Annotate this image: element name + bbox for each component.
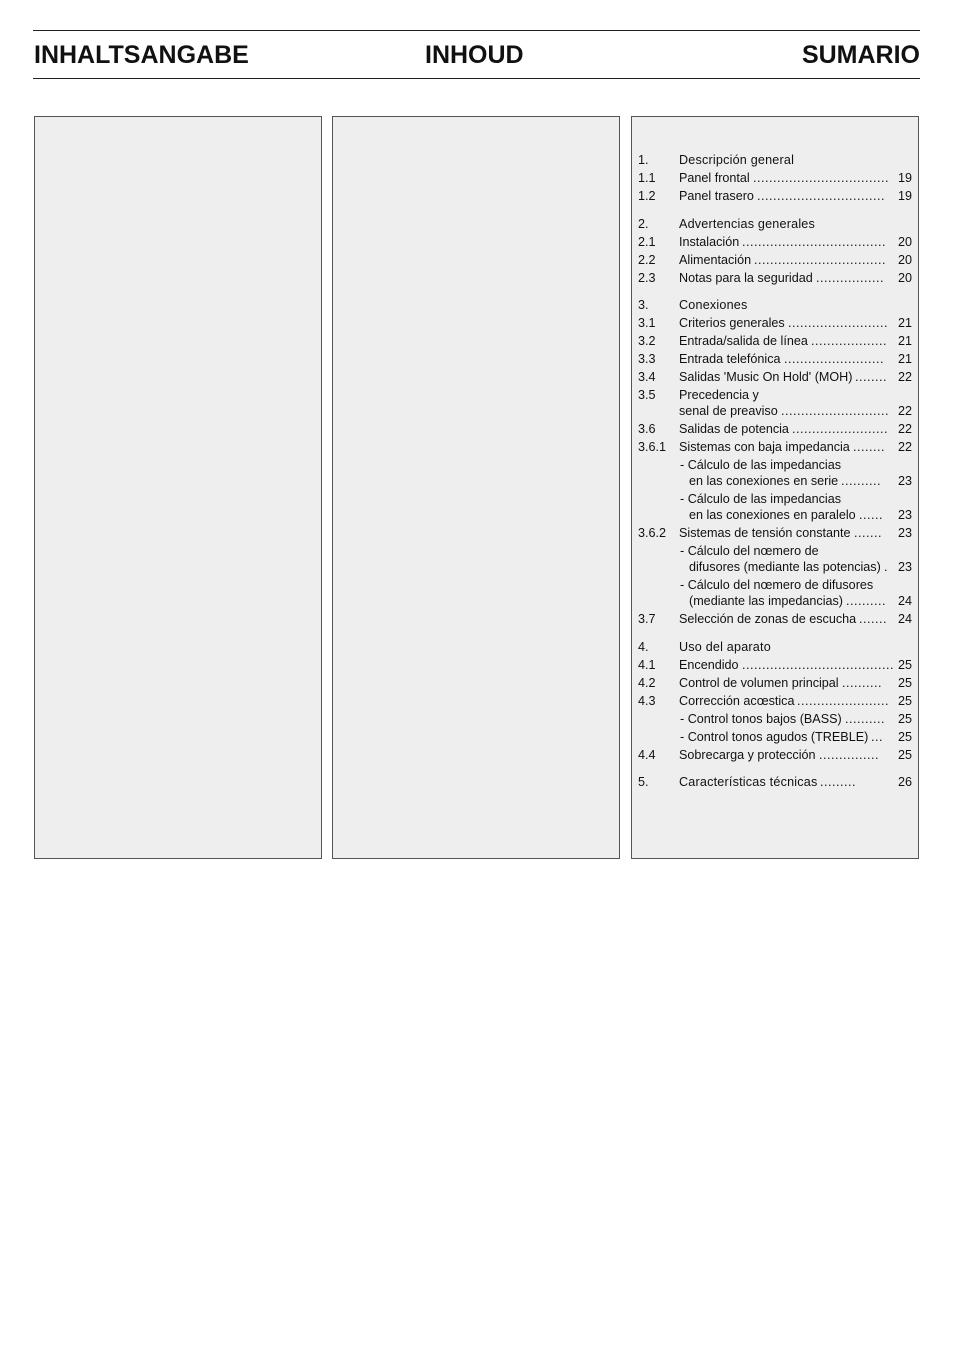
leader-dots: ......... bbox=[820, 775, 856, 789]
leader-dots: ...................................... bbox=[742, 657, 894, 672]
page-number: 25 bbox=[897, 693, 912, 708]
toc-section-heading bbox=[638, 296, 914, 314]
leader-dots: ......................... bbox=[784, 352, 884, 366]
page-number: 21 bbox=[897, 352, 912, 366]
toc-entry bbox=[638, 314, 914, 332]
section-number: 2. bbox=[638, 216, 649, 231]
section-number: 3. bbox=[638, 298, 649, 312]
toc-entry bbox=[638, 350, 914, 368]
toc-entry bbox=[638, 386, 914, 420]
entry-number: 3.7 bbox=[638, 612, 656, 626]
entry-number: 4.4 bbox=[638, 747, 656, 762]
toc-entry bbox=[638, 746, 914, 764]
entry-number: 2.3 bbox=[638, 270, 656, 285]
entry-title-continued: en las conexiones en serie bbox=[689, 474, 839, 488]
page-number: 20 bbox=[897, 234, 912, 249]
leader-dots: ........................... bbox=[781, 404, 889, 418]
entry-number: 3.3 bbox=[638, 352, 656, 366]
toc-entry bbox=[638, 368, 914, 386]
toc-entry bbox=[638, 576, 914, 610]
page-number: 24 bbox=[897, 612, 912, 626]
entry-number: 4.1 bbox=[638, 657, 656, 672]
entry-number: 3.4 bbox=[638, 370, 656, 384]
toc-section bbox=[638, 215, 914, 287]
section-number: 1. bbox=[638, 153, 649, 167]
entry-title: - Control tonos bajos (BASS) bbox=[680, 711, 842, 726]
entry-number: 1.1 bbox=[638, 171, 656, 185]
page-number: 23 bbox=[897, 474, 912, 488]
leader-dots: .......... bbox=[845, 711, 885, 726]
leader-dots: . bbox=[884, 560, 888, 574]
entry-title: - Cálculo de las impedancias bbox=[680, 458, 842, 472]
entry-title: - Cálculo de las impedancias bbox=[680, 492, 842, 506]
toc-entry bbox=[638, 438, 914, 456]
page-number: 23 bbox=[897, 526, 912, 540]
section-title: Advertencias generales bbox=[679, 216, 816, 231]
toc-section-heading bbox=[638, 215, 914, 233]
entry-title-continued: (mediante las impedancias) bbox=[689, 594, 843, 608]
page-number: 22 bbox=[897, 422, 912, 436]
page-number: 19 bbox=[897, 171, 912, 185]
toc-entry bbox=[638, 233, 914, 251]
entry-number: 2.1 bbox=[638, 234, 656, 249]
toc-entry bbox=[638, 251, 914, 269]
toc-entry bbox=[638, 692, 914, 710]
leader-dots: ... bbox=[871, 729, 883, 744]
leader-dots: .......... bbox=[842, 675, 882, 690]
toc-entry bbox=[638, 542, 914, 576]
toc-entry bbox=[638, 269, 914, 287]
entry-title: Corrección acœstica bbox=[679, 693, 795, 708]
toc-entry bbox=[638, 728, 914, 746]
bottom-rule bbox=[33, 78, 920, 79]
entry-title: Salidas 'Music On Hold' (MOH) bbox=[679, 370, 853, 384]
entry-title: Panel frontal bbox=[679, 171, 750, 185]
page-number: 26 bbox=[897, 775, 912, 789]
section-title: Descripción general bbox=[679, 153, 795, 167]
entry-title: Alimentación bbox=[679, 252, 752, 267]
page-number: 25 bbox=[897, 657, 912, 672]
entry-title-continued: senal de preaviso bbox=[679, 404, 778, 418]
leader-dots: ........ bbox=[855, 370, 887, 384]
entry-title: Instalación bbox=[679, 234, 740, 249]
toc-entry bbox=[638, 332, 914, 350]
leader-dots: ...... bbox=[859, 508, 883, 522]
top-rule bbox=[33, 30, 920, 31]
page-number: 24 bbox=[897, 594, 912, 608]
leader-dots: ......................... bbox=[788, 316, 888, 330]
entry-number: 2.2 bbox=[638, 252, 656, 267]
entry-title: Selección de zonas de escucha bbox=[679, 612, 857, 626]
entry-number: 3.6.1 bbox=[638, 440, 667, 454]
toc-entry bbox=[638, 524, 914, 542]
entry-number: 3.5 bbox=[638, 388, 656, 402]
entry-title-continued: en las conexiones en paralelo bbox=[689, 508, 856, 522]
entry-title: Entrada/salida de línea bbox=[679, 334, 808, 348]
page-number: 25 bbox=[897, 711, 912, 726]
toc-section bbox=[638, 638, 914, 764]
toc-section bbox=[638, 773, 914, 791]
page-number: 19 bbox=[897, 189, 912, 203]
toc-entry bbox=[638, 656, 914, 674]
entry-title: - Cálculo del nœmero de difusores bbox=[680, 578, 874, 592]
entry-title: Encendido bbox=[679, 657, 739, 672]
entry-title: Entrada telefónica bbox=[679, 352, 781, 366]
section-number: 4. bbox=[638, 639, 649, 654]
leader-dots: ............... bbox=[819, 747, 879, 762]
entry-number: 3.6 bbox=[638, 422, 656, 436]
toc-entry bbox=[638, 187, 914, 205]
toc-section-heading bbox=[638, 151, 914, 169]
section-title: Conexiones bbox=[679, 298, 748, 312]
page-number: 23 bbox=[897, 508, 912, 522]
page-number: 22 bbox=[897, 440, 912, 454]
toc-entry bbox=[638, 674, 914, 692]
page-number: 21 bbox=[897, 316, 912, 330]
entry-number: 3.1 bbox=[638, 316, 656, 330]
toc-entry bbox=[638, 710, 914, 728]
page-number: 20 bbox=[897, 252, 912, 267]
page-number: 21 bbox=[897, 334, 912, 348]
german-toc-panel bbox=[34, 116, 322, 859]
leader-dots: ....... bbox=[859, 612, 887, 626]
entry-title: Sistemas con baja impedancia bbox=[679, 440, 850, 454]
leader-dots: ................... bbox=[811, 334, 887, 348]
toc-entry bbox=[638, 610, 914, 628]
section-title: Uso del aparato bbox=[679, 639, 771, 654]
page-number: 25 bbox=[897, 729, 912, 744]
toc-entry bbox=[638, 456, 914, 490]
entry-title: - Control tonos agudos (TREBLE) bbox=[680, 729, 869, 744]
page-number: 20 bbox=[897, 270, 912, 285]
leader-dots: .................................. bbox=[753, 171, 889, 185]
entry-title: Precedencia y bbox=[679, 388, 759, 402]
leader-dots: ................. bbox=[816, 270, 884, 285]
page-number: 25 bbox=[897, 747, 912, 762]
entry-number: 3.6.2 bbox=[638, 526, 667, 540]
entry-title: Sobrecarga y protección bbox=[679, 747, 816, 762]
leader-dots: ................................ bbox=[757, 189, 885, 203]
heading-dutch: INHOUD bbox=[425, 41, 524, 69]
section-title: Características técnicas bbox=[679, 775, 818, 789]
dutch-toc-panel bbox=[332, 116, 620, 859]
entry-title: Control de volumen principal bbox=[679, 675, 839, 690]
entry-title: Sistemas de tensión constante bbox=[679, 526, 851, 540]
page-number: 23 bbox=[897, 560, 912, 574]
toc-section bbox=[638, 151, 914, 205]
page-number: 22 bbox=[897, 370, 912, 384]
entry-title: - Cálculo del nœmero de bbox=[680, 544, 819, 558]
entry-number: 3.2 bbox=[638, 334, 656, 348]
entry-number: 4.2 bbox=[638, 675, 656, 690]
toc-section bbox=[638, 296, 914, 628]
leader-dots: ................................. bbox=[754, 252, 886, 267]
leader-dots: .......... bbox=[846, 594, 886, 608]
leader-dots: ....................... bbox=[797, 693, 889, 708]
toc-section-heading bbox=[638, 773, 914, 791]
leader-dots: ........................ bbox=[792, 422, 888, 436]
leader-dots: .................................... bbox=[742, 234, 886, 249]
leader-dots: ....... bbox=[854, 526, 882, 540]
page-number: 25 bbox=[897, 675, 912, 690]
entry-title: Salidas de potencia bbox=[679, 422, 789, 436]
entry-title-continued: difusores (mediante las potencias) bbox=[689, 560, 881, 574]
leader-dots: .......... bbox=[841, 474, 881, 488]
entry-title: Criterios generales bbox=[679, 316, 785, 330]
entry-title: Panel trasero bbox=[679, 189, 754, 203]
heading-spanish: SUMARIO bbox=[801, 41, 920, 69]
section-number: 5. bbox=[638, 775, 649, 789]
page-number: 22 bbox=[897, 404, 912, 418]
entry-number: 4.3 bbox=[638, 693, 656, 708]
toc-entry bbox=[638, 169, 914, 187]
spanish-toc bbox=[638, 151, 914, 801]
toc-entry bbox=[638, 420, 914, 438]
toc-section-heading bbox=[638, 638, 914, 656]
spanish-toc-panel bbox=[631, 116, 919, 859]
entry-number: 1.2 bbox=[638, 189, 656, 203]
toc-entry bbox=[638, 490, 914, 524]
entry-title: Notas para la seguridad bbox=[679, 270, 813, 285]
heading-german: INHALTSANGABE bbox=[34, 41, 249, 69]
leader-dots: ........ bbox=[853, 440, 885, 454]
